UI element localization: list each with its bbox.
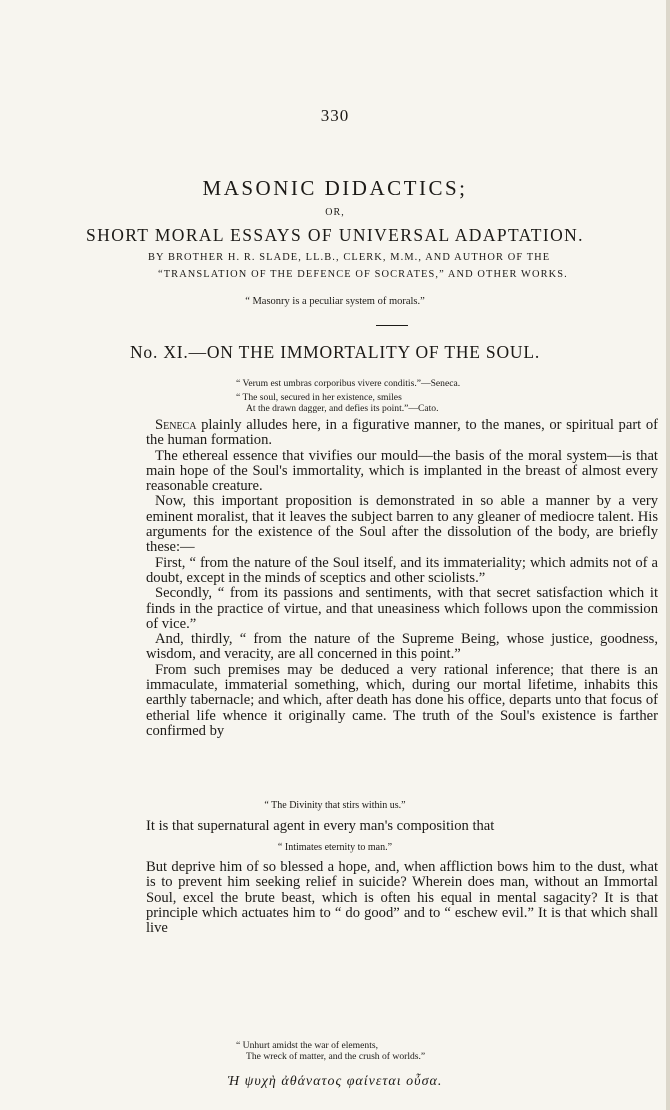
paragraph-lead: Seneca (155, 417, 197, 433)
paragraph: The ethereal essence that vivifies our mould—the basis of the moral system—is that main hope of the Soul's immortality, which is implanted in the breast of almost every reasonable creature. (146, 447, 658, 495)
line-supernatural: It is that supernatural agent in every man's composition that (146, 818, 495, 834)
closing-quote-line-2: The wreck of matter, and the crush of worlds.” (246, 1051, 426, 1062)
quote-eternity: “ Intimates eternity to man.” (277, 842, 393, 853)
paragraph: From such premises may be deduced a very rational inference; that there is an immaculate, immaterial something, which, during our mortal lifetime, inhabits this earthly tabernacle; and which, after death has done his office, departs unto that focus of etherial life whence it originally came. The truth of the Soul's existence is farther confirmed by (146, 661, 658, 739)
paragraph: First, “ from the nature of the Soul itself, and its immateriality; which admits not of a doubt, except in the minds of sceptics and other sciolists.” (146, 554, 658, 586)
author-byline: BY BROTHER H. R. SLADE, LL.B., CLERK, M.M., AND AUTHOR OF THE (148, 252, 551, 263)
divider (376, 325, 408, 326)
paragraph: Seneca plainly alludes here, in a figurative manner, to the manes, or spiritual part of the human formation. (146, 417, 658, 449)
page-subtitle: SHORT MORAL ESSAYS OF UNIVERSAL ADAPTATION. (86, 225, 584, 245)
paragraph: Now, this important proposition is demonstrated in so able a manner by a very eminent moralist, that it leaves the subject barren to any gleaner of mediocre talent. His arguments for the existence of the Soul after the dissolution of the body, are briefly these:— (146, 493, 658, 556)
page-number: 330 (320, 106, 350, 125)
author-byline-works: “TRANSLATION OF THE DEFENCE OF SOCRATES,” AND OTHER WORKS. (158, 269, 568, 280)
greek-inscription: Ἡ ψυχὴ ἀθάνατος φαίνεται οὖσα. (227, 1074, 443, 1089)
essay-heading: No. XI.—ON THE IMMORTALITY OF THE SOUL. (129, 342, 540, 362)
paragraph: But deprive him of so blessed a hope, and, when affliction bows him to the dust, what is to prevent him seeking relief in suicide? Wherein does man, without an Immortal Soul, excel the brute beast, which is often his equal in mental sagacity? It is that principle which actuates him to “ do good” and to “ eschew evil.” It is that which shall live (146, 859, 658, 937)
epigraph-seneca: “ Verum est umbras corporibus vivere conditis.”—Seneca. (236, 378, 461, 389)
paragraph: And, thirdly, “ from the nature of the Supreme Being, whose justice, goodness, wisdom, and veracity, are all concerned in this point.” (146, 631, 658, 663)
closing-quote-line-1: “ Unhurt amidst the war of elements, (236, 1040, 378, 1051)
title-connector: OR, (325, 207, 345, 218)
epigraph-cato-line-1: “ The soul, secured in her existence, smiles (236, 392, 402, 403)
paragraph: Secondly, “ from its passions and sentiments, with that secret satisfaction which it finds in the practice of virtue, and that uneasiness which follows upon the commission of vice.” (146, 585, 658, 632)
page-edge (666, 0, 670, 1110)
motto: “ Masonry is a peculiar system of morals.” (245, 296, 425, 307)
essay-body (146, 418, 658, 739)
page-title: MASONIC DIDACTICS; (202, 176, 468, 200)
epigraph-cato-line-2: At the drawn dagger, and defies its point.”—Cato. (246, 403, 439, 414)
closing-paragraph (146, 860, 658, 936)
quote-divinity: “ The Divinity that stirs within us.” (264, 800, 406, 811)
